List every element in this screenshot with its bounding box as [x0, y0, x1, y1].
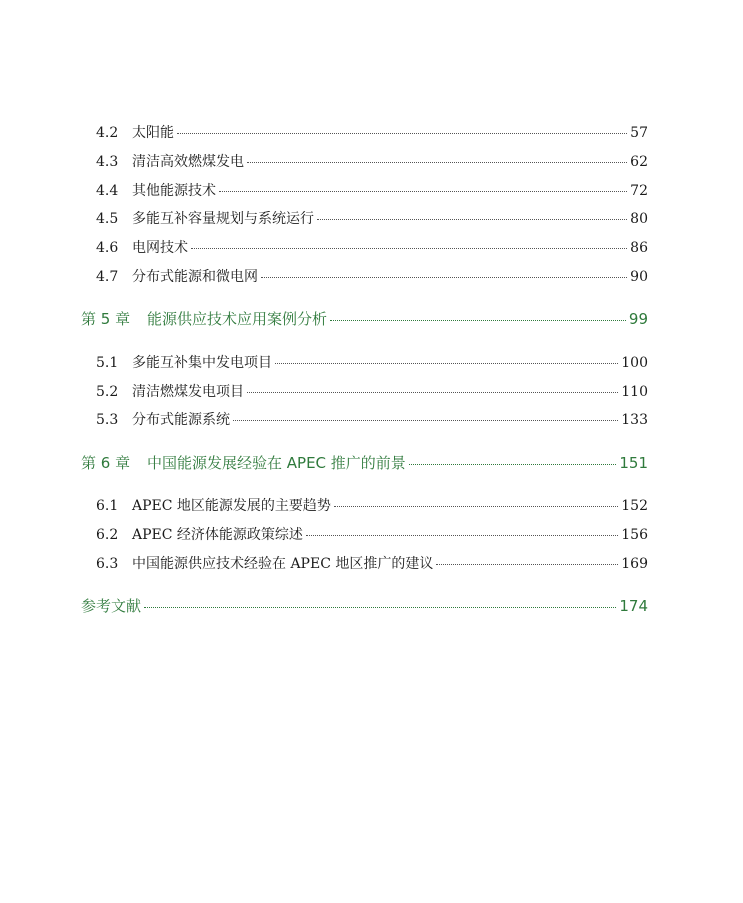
- page-number: 62: [630, 154, 648, 170]
- dot-leader: [247, 162, 627, 163]
- page-number: 169: [621, 556, 648, 572]
- toc-entry-4-7[interactable]: [81, 266, 648, 286]
- dot-leader: [317, 219, 627, 220]
- section-title: 电网技术: [132, 240, 188, 256]
- page-number: 72: [630, 183, 648, 199]
- page-number: 90: [630, 269, 648, 285]
- section-title: 分布式能源系统: [132, 412, 230, 428]
- section-title: 分布式能源和微电网: [132, 269, 258, 285]
- dot-leader: [261, 277, 627, 278]
- page-number: 99: [628, 310, 648, 328]
- references-title: 参考文献: [81, 597, 142, 615]
- section-title: 其他能源技术: [132, 183, 216, 199]
- page-number: 151: [619, 454, 648, 472]
- section-number: 4.5: [96, 211, 119, 227]
- dot-leader: [144, 607, 616, 608]
- section-number: 4.7: [96, 269, 119, 285]
- section-title: 太阳能: [132, 125, 174, 141]
- dot-leader: [177, 133, 627, 134]
- toc-entry-5-1[interactable]: [81, 352, 648, 372]
- dot-leader: [247, 392, 618, 393]
- section-number: 6.3: [96, 556, 119, 572]
- chapter-title: 中国能源发展经验在 APEC 推广的前景: [147, 454, 406, 472]
- toc-chapter-5[interactable]: [81, 308, 648, 329]
- section-title: 多能互补容量规划与系统运行: [132, 211, 314, 227]
- dot-leader: [219, 191, 627, 192]
- chapter-title: 能源供应技术应用案例分析: [147, 310, 328, 328]
- section-title: 多能互补集中发电项目: [132, 355, 272, 371]
- toc-entry-4-5[interactable]: [81, 208, 648, 228]
- dot-leader: [191, 248, 627, 249]
- toc-entry-5-3[interactable]: [81, 409, 648, 429]
- toc-entry-4-2[interactable]: [81, 122, 648, 142]
- section-title: 清洁高效燃煤发电: [132, 154, 244, 170]
- toc-entry-6-3[interactable]: [81, 553, 648, 573]
- chapter-number: 第 5 章: [81, 310, 131, 328]
- chapter-number: 第 6 章: [81, 454, 131, 472]
- dot-leader: [334, 506, 618, 507]
- section-title: 清洁燃煤发电项目: [132, 384, 244, 400]
- dot-leader: [306, 535, 618, 536]
- toc-entry-6-2[interactable]: [81, 524, 648, 544]
- section-number: 5.1: [96, 355, 119, 371]
- dot-leader: [330, 320, 626, 321]
- dot-leader: [233, 420, 618, 421]
- dot-leader: [409, 464, 617, 465]
- section-title: APEC 地区能源发展的主要趋势: [132, 498, 331, 514]
- page-number: 57: [630, 125, 648, 141]
- section-number: 4.4: [96, 183, 119, 199]
- page-number: 110: [621, 384, 648, 400]
- section-number: 4.3: [96, 154, 119, 170]
- section-title: 中国能源供应技术经验在 APEC 地区推广的建议: [132, 556, 434, 572]
- toc-entry-6-1[interactable]: [81, 495, 648, 515]
- dot-leader: [275, 363, 618, 364]
- toc-entry-5-2[interactable]: [81, 381, 648, 401]
- toc-chapter-6[interactable]: [81, 452, 648, 473]
- page-number: 100: [621, 355, 648, 371]
- dot-leader: [436, 564, 618, 565]
- page-number: 133: [621, 412, 648, 428]
- page-number: 156: [621, 527, 648, 543]
- page-number: 80: [630, 211, 648, 227]
- section-title: APEC 经济体能源政策综述: [132, 527, 303, 543]
- section-number: 5.3: [96, 412, 119, 428]
- toc-entry-4-4[interactable]: [81, 180, 648, 200]
- section-number: 4.2: [96, 125, 119, 141]
- toc-entry-4-3[interactable]: [81, 151, 648, 171]
- section-number: 6.2: [96, 527, 119, 543]
- section-number: 5.2: [96, 384, 119, 400]
- toc-entry-4-6[interactable]: [81, 237, 648, 257]
- section-number: 4.6: [96, 240, 119, 256]
- page-number: 86: [630, 240, 648, 256]
- page-number: 174: [619, 597, 648, 615]
- toc-references[interactable]: [81, 595, 648, 616]
- page-number: 152: [621, 498, 648, 514]
- section-number: 6.1: [96, 498, 119, 514]
